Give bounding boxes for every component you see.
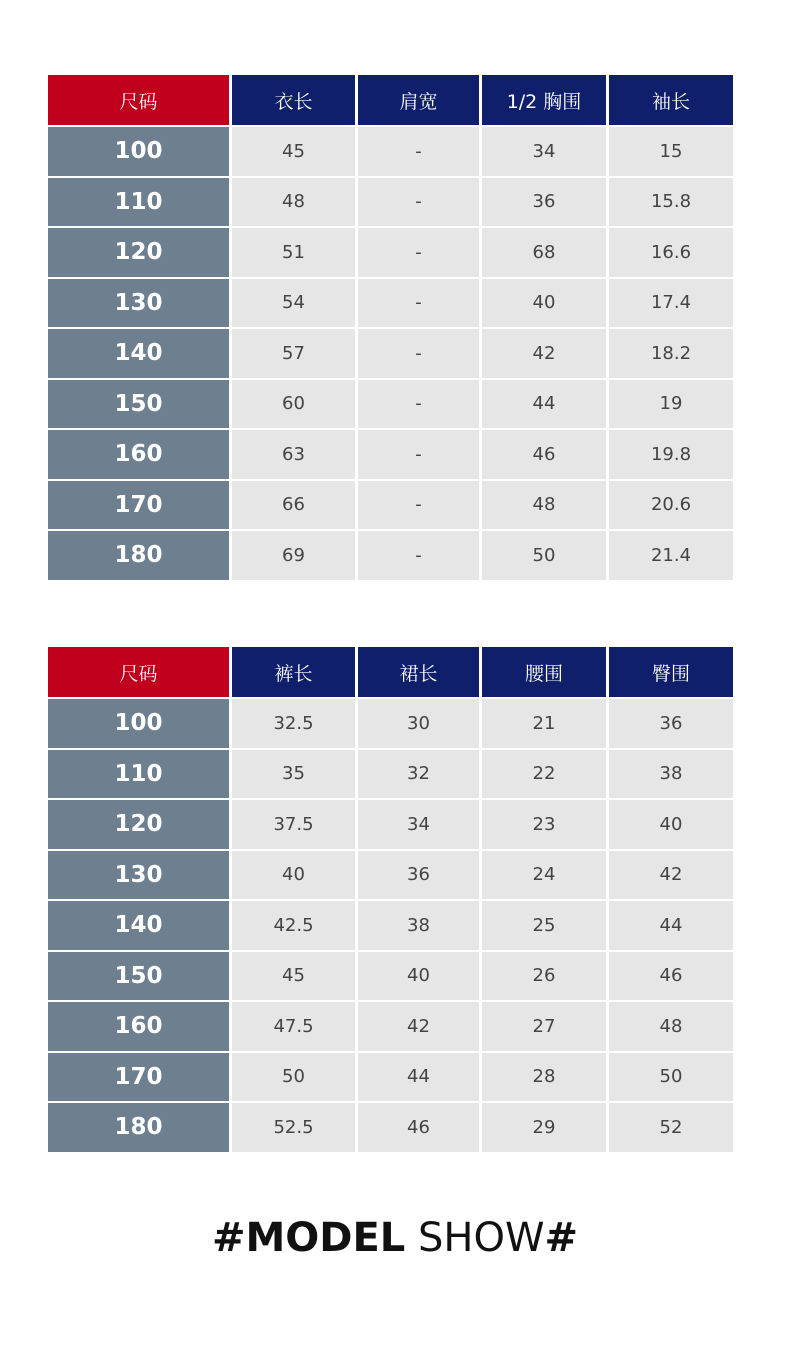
measurement-cell: 48 <box>609 1002 733 1053</box>
measurement-cell: 32.5 <box>232 699 358 750</box>
model-show-title <box>0 1215 790 1261</box>
header-sleeve: 袖长 <box>609 75 733 127</box>
measurement-cell: 36 <box>609 699 733 750</box>
measurement-cell: 40 <box>232 851 358 902</box>
title-bold-word: MODEL <box>245 1215 406 1261</box>
header-pants-length: 裤长 <box>232 647 358 699</box>
measurement-cell: 19 <box>609 380 733 431</box>
measurement-cell: 21.4 <box>609 531 733 582</box>
top-table-body <box>48 127 733 582</box>
measurement-cell: 25 <box>482 901 609 952</box>
measurement-cell: - <box>358 228 482 279</box>
size-cell: 180 <box>48 1103 232 1154</box>
measurement-cell: 69 <box>232 531 358 582</box>
measurement-cell: 54 <box>232 279 358 330</box>
measurement-cell: 15.8 <box>609 178 733 229</box>
table-row <box>48 380 733 431</box>
size-cell: 120 <box>48 228 232 279</box>
measurement-cell: - <box>358 380 482 431</box>
size-cell: 100 <box>48 127 232 178</box>
measurement-cell: 42 <box>482 329 609 380</box>
measurement-cell: - <box>358 329 482 380</box>
header-row <box>48 647 733 699</box>
measurement-cell: 28 <box>482 1053 609 1104</box>
measurement-cell: 44 <box>358 1053 482 1104</box>
measurement-cell: 60 <box>232 380 358 431</box>
size-cell: 130 <box>48 851 232 902</box>
measurement-cell: 34 <box>482 127 609 178</box>
measurement-cell: 44 <box>482 380 609 431</box>
measurement-cell: - <box>358 279 482 330</box>
table-row <box>48 699 733 750</box>
measurement-cell: 50 <box>482 531 609 582</box>
table-row <box>48 531 733 582</box>
measurement-cell: 52.5 <box>232 1103 358 1154</box>
table-row <box>48 952 733 1003</box>
bottom-table-body <box>48 699 733 1154</box>
header-length: 衣长 <box>232 75 358 127</box>
measurement-cell: 42.5 <box>232 901 358 952</box>
table-row <box>48 228 733 279</box>
table-row <box>48 178 733 229</box>
header-half-chest: 1/2 胸围 <box>482 75 609 127</box>
header-size: 尺码 <box>48 647 232 699</box>
measurement-cell: 35 <box>232 750 358 801</box>
measurement-cell: 45 <box>232 952 358 1003</box>
table-row <box>48 851 733 902</box>
header-row <box>48 75 733 127</box>
header-size: 尺码 <box>48 75 232 127</box>
header-waist: 腰围 <box>482 647 609 699</box>
measurement-cell: 48 <box>232 178 358 229</box>
size-cell: 110 <box>48 750 232 801</box>
title-suffix: # <box>544 1215 579 1261</box>
title-prefix: # <box>211 1215 246 1261</box>
size-cell: 140 <box>48 329 232 380</box>
measurement-cell: - <box>358 481 482 532</box>
header-hip: 臀围 <box>609 647 733 699</box>
size-cell: 120 <box>48 800 232 851</box>
measurement-cell: 19.8 <box>609 430 733 481</box>
size-cell: 150 <box>48 952 232 1003</box>
table-row <box>48 1053 733 1104</box>
measurement-cell: 66 <box>232 481 358 532</box>
measurement-cell: 38 <box>358 901 482 952</box>
measurement-cell: 22 <box>482 750 609 801</box>
measurement-cell: 36 <box>482 178 609 229</box>
measurement-cell: 29 <box>482 1103 609 1154</box>
measurement-cell: 16.6 <box>609 228 733 279</box>
measurement-cell: 52 <box>609 1103 733 1154</box>
table-row <box>48 1002 733 1053</box>
measurement-cell: 48 <box>482 481 609 532</box>
table-row <box>48 901 733 952</box>
measurement-cell: 32 <box>358 750 482 801</box>
table-row <box>48 750 733 801</box>
size-cell: 160 <box>48 430 232 481</box>
table-row <box>48 279 733 330</box>
measurement-cell: 24 <box>482 851 609 902</box>
size-cell: 160 <box>48 1002 232 1053</box>
measurement-cell: - <box>358 178 482 229</box>
measurement-cell: 36 <box>358 851 482 902</box>
table-row <box>48 127 733 178</box>
size-cell: 100 <box>48 699 232 750</box>
size-cell: 130 <box>48 279 232 330</box>
size-cell: 170 <box>48 1053 232 1104</box>
title-light-word: SHOW <box>418 1215 545 1261</box>
measurement-cell: 47.5 <box>232 1002 358 1053</box>
measurement-cell: - <box>358 531 482 582</box>
measurement-cell: 46 <box>609 952 733 1003</box>
size-cell: 150 <box>48 380 232 431</box>
measurement-cell: 30 <box>358 699 482 750</box>
size-cell: 180 <box>48 531 232 582</box>
table-row <box>48 1103 733 1154</box>
measurement-cell: 15 <box>609 127 733 178</box>
measurement-cell: 20.6 <box>609 481 733 532</box>
size-cell: 110 <box>48 178 232 229</box>
measurement-cell: 34 <box>358 800 482 851</box>
measurement-cell: 23 <box>482 800 609 851</box>
bottom-size-chart <box>48 647 733 1154</box>
measurement-cell: 37.5 <box>232 800 358 851</box>
header-shoulder: 肩宽 <box>358 75 482 127</box>
measurement-cell: 40 <box>609 800 733 851</box>
measurement-cell: 26 <box>482 952 609 1003</box>
measurement-cell: 46 <box>358 1103 482 1154</box>
top-size-chart <box>48 75 733 582</box>
table-row <box>48 800 733 851</box>
measurement-cell: 40 <box>482 279 609 330</box>
measurement-cell: 21 <box>482 699 609 750</box>
measurement-cell: 18.2 <box>609 329 733 380</box>
measurement-cell: 40 <box>358 952 482 1003</box>
measurement-cell: 38 <box>609 750 733 801</box>
measurement-cell: - <box>358 430 482 481</box>
measurement-cell: 63 <box>232 430 358 481</box>
table-row <box>48 430 733 481</box>
measurement-cell: 46 <box>482 430 609 481</box>
measurement-cell: 50 <box>609 1053 733 1104</box>
measurement-cell: 17.4 <box>609 279 733 330</box>
measurement-cell: 42 <box>358 1002 482 1053</box>
size-cell: 170 <box>48 481 232 532</box>
size-cell: 140 <box>48 901 232 952</box>
measurement-cell: - <box>358 127 482 178</box>
measurement-cell: 27 <box>482 1002 609 1053</box>
measurement-cell: 68 <box>482 228 609 279</box>
table-row <box>48 329 733 380</box>
measurement-cell: 57 <box>232 329 358 380</box>
measurement-cell: 44 <box>609 901 733 952</box>
measurement-cell: 50 <box>232 1053 358 1104</box>
measurement-cell: 45 <box>232 127 358 178</box>
header-skirt-length: 裙长 <box>358 647 482 699</box>
measurement-cell: 42 <box>609 851 733 902</box>
table-row <box>48 481 733 532</box>
measurement-cell: 51 <box>232 228 358 279</box>
